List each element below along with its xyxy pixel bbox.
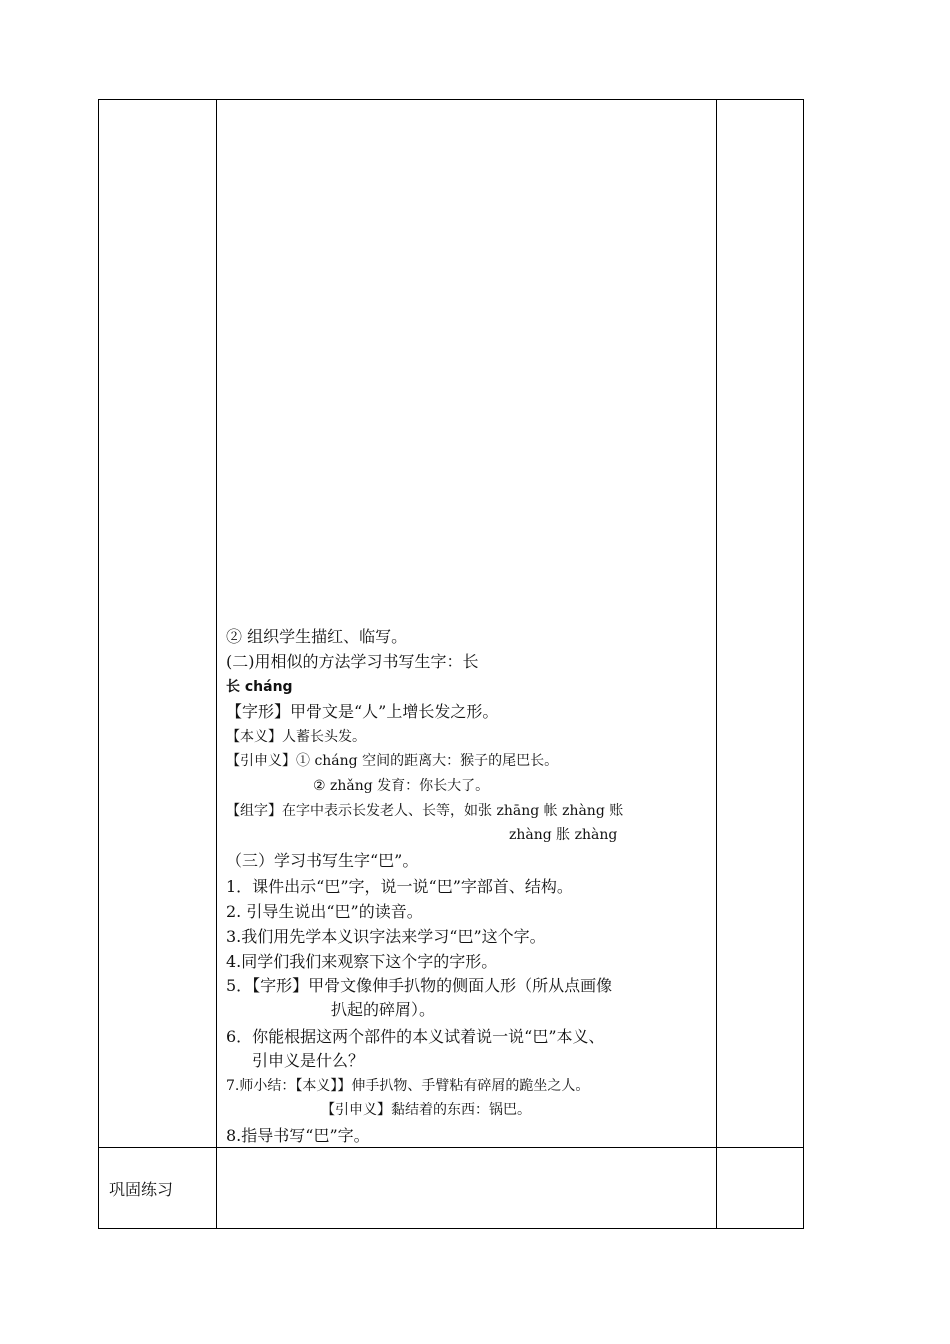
- content-line: 【字形】甲骨文是“人”上增长发之形。: [226, 702, 499, 721]
- content-line: 扒起的碎屑）。: [331, 1000, 436, 1019]
- lesson-plan-table: [98, 99, 804, 1229]
- content-line: 7.师小结：【本义】】伸手扒物、手臂粘有碎屑的跪坐之人。: [226, 1078, 590, 1094]
- content-line: ② 组织学生描红、临写。: [226, 627, 408, 646]
- column-divider-1: [216, 100, 217, 1228]
- content-line: 【组字】在字中表示长发老人、长等，如张 zhāng 帐 zhàng 账: [226, 803, 624, 819]
- content-line: 4.同学们我们来观察下这个字的字形。: [226, 952, 498, 971]
- content-line: 【引申义】① cháng 空间的距离大：猴子的尾巴长。: [226, 753, 559, 769]
- row-label-practice: 巩固练习: [109, 1180, 174, 1199]
- content-line: （三）学习书写生字“巴”。: [226, 851, 419, 870]
- character-heading: 长 cháng: [226, 679, 293, 695]
- content-line: 5．【字形】甲骨文像伸手扒物的侧面人形（所从点画像: [226, 976, 613, 995]
- content-line: 1．课件出示“巴”字，说一说“巴”字部首、结构。: [226, 877, 573, 896]
- content-line: 8.指导书写“巴”字。: [226, 1126, 370, 1145]
- content-line: (二)用相似的方法学习书写生字：长: [226, 652, 479, 671]
- content-line: 2. 引导生说出“巴”的读音。: [226, 902, 423, 921]
- content-line: 6．你能根据这两个部件的本义试着说一说“巴”本义、: [226, 1027, 605, 1046]
- content-line: ② zhǎng 发育：你长大了。: [313, 778, 490, 794]
- content-line: 3.我们用先学本义识字法来学习“巴”这个字。: [226, 927, 546, 946]
- content-line: 【引申义】黏结着的东西：锅巴。: [321, 1102, 531, 1118]
- row-divider: [99, 1147, 803, 1148]
- column-divider-2: [716, 100, 717, 1228]
- content-line: 【本义】人蓄长头发。: [226, 729, 366, 745]
- content-line: 引申义是什么？: [252, 1051, 365, 1070]
- content-line: zhàng 胀 zhàng: [509, 827, 618, 843]
